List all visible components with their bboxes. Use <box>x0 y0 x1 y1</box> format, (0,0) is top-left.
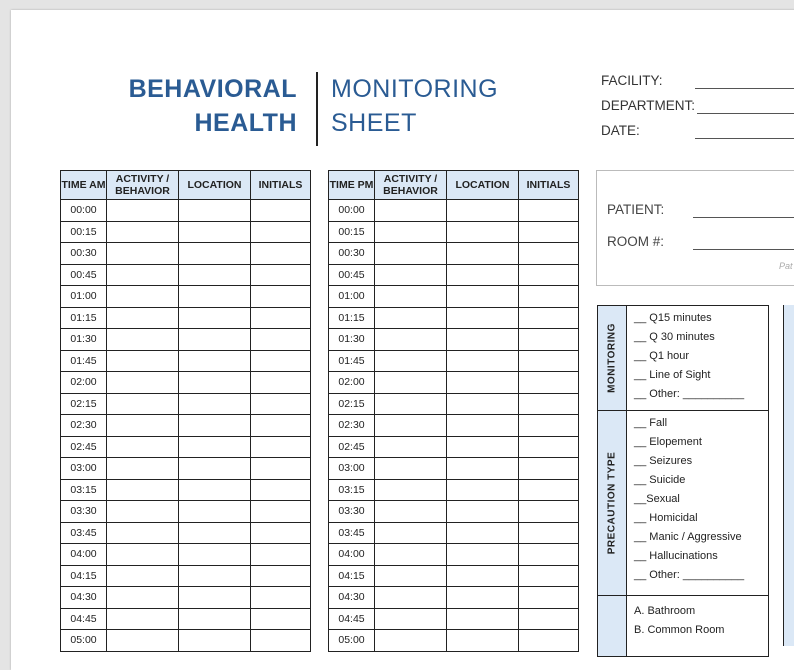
table-row <box>61 522 311 544</box>
date-label: DATE: <box>601 123 640 138</box>
initials-cell[interactable] <box>519 630 579 652</box>
activity-cell[interactable] <box>375 436 447 458</box>
initials-cell[interactable] <box>251 565 311 587</box>
initials-cell[interactable] <box>519 243 579 265</box>
time-cell: 00:00 <box>61 200 107 222</box>
initials-cell[interactable] <box>251 329 311 351</box>
activity-cell[interactable] <box>375 544 447 566</box>
activity-cell[interactable] <box>375 587 447 609</box>
activity-cell[interactable] <box>107 415 179 437</box>
initials-cell[interactable] <box>519 608 579 630</box>
title-behavioral-health <box>129 72 297 140</box>
table-row <box>61 350 311 372</box>
monitoring-option[interactable]: __ Other: __________ <box>634 388 745 400</box>
time-cell: 01:15 <box>61 307 107 329</box>
time-cell: 04:00 <box>61 544 107 566</box>
activity-cell[interactable] <box>375 565 447 587</box>
monitoring-option[interactable]: __ Q 30 minutes <box>634 331 715 343</box>
initials-cell[interactable] <box>519 479 579 501</box>
activity-cell[interactable] <box>107 587 179 609</box>
time-cell: 04:45 <box>329 608 375 630</box>
activity-cell[interactable] <box>375 608 447 630</box>
table-row <box>329 286 579 308</box>
time-cell: 01:45 <box>329 350 375 372</box>
title-monitoring-sheet <box>331 72 498 140</box>
time-cell: 00:30 <box>61 243 107 265</box>
table-row <box>329 565 579 587</box>
table-row <box>329 458 579 480</box>
initials-cell[interactable] <box>251 458 311 480</box>
precaution-option[interactable]: __ Elopement <box>634 436 702 448</box>
activity-cell[interactable] <box>375 221 447 243</box>
location-cell[interactable] <box>447 286 519 308</box>
initials-cell[interactable] <box>519 329 579 351</box>
title-line-4: SHEET <box>331 109 417 137</box>
activity-cell[interactable] <box>375 479 447 501</box>
table-row <box>61 630 311 652</box>
header-location: LOCATION <box>179 171 251 200</box>
initials-cell[interactable] <box>519 393 579 415</box>
table-row <box>61 501 311 523</box>
time-cell: 03:45 <box>329 522 375 544</box>
table-row <box>61 544 311 566</box>
header-location: LOCATION <box>447 171 519 200</box>
table-row <box>329 587 579 609</box>
time-cell: 01:30 <box>61 329 107 351</box>
time-cell: 03:15 <box>61 479 107 501</box>
initials-cell[interactable] <box>519 458 579 480</box>
time-cell: 05:00 <box>61 630 107 652</box>
location-cell[interactable] <box>179 544 251 566</box>
room-line[interactable] <box>693 249 794 250</box>
location-cell[interactable] <box>447 350 519 372</box>
activity-cell[interactable] <box>375 329 447 351</box>
initials-cell[interactable] <box>519 221 579 243</box>
activity-cell[interactable] <box>375 307 447 329</box>
table-row <box>329 630 579 652</box>
table-row <box>61 372 311 394</box>
initials-cell[interactable] <box>519 587 579 609</box>
table-row <box>61 243 311 265</box>
time-cell: 00:15 <box>329 221 375 243</box>
precaution-option[interactable]: __ Hallucinations <box>634 550 718 562</box>
title-divider <box>316 72 318 146</box>
table-row <box>61 264 311 286</box>
table-row <box>61 329 311 351</box>
precaution-label: PRECAUTION TYPE <box>606 451 618 555</box>
monitoring-option[interactable]: __ Q1 hour <box>634 350 690 362</box>
location-cell[interactable] <box>179 286 251 308</box>
location-code[interactable]: B. Common Room <box>634 624 725 636</box>
location-cell[interactable] <box>447 200 519 222</box>
location-cell[interactable] <box>447 522 519 544</box>
time-cell: 03:30 <box>61 501 107 523</box>
time-cell: 03:15 <box>329 479 375 501</box>
location-cell[interactable] <box>447 393 519 415</box>
department-label: DEPARTMENT: <box>601 98 696 113</box>
initials-cell[interactable] <box>519 522 579 544</box>
location-cell[interactable] <box>447 264 519 286</box>
location-code[interactable]: A. Bathroom <box>634 605 696 617</box>
activity-cell[interactable] <box>107 286 179 308</box>
time-cell: 03:30 <box>329 501 375 523</box>
initials-cell[interactable] <box>251 630 311 652</box>
location-cell[interactable] <box>179 458 251 480</box>
activity-cell[interactable] <box>107 221 179 243</box>
precaution-option[interactable]: __ Manic / Aggressive <box>634 531 742 543</box>
time-cell: 03:45 <box>61 522 107 544</box>
time-cell: 02:15 <box>61 393 107 415</box>
table-row <box>61 415 311 437</box>
location-cell[interactable] <box>179 200 251 222</box>
time-cell: 03:00 <box>61 458 107 480</box>
table-row <box>329 307 579 329</box>
table-row <box>61 436 311 458</box>
time-cell: 00:30 <box>329 243 375 265</box>
table-row <box>329 501 579 523</box>
initials-cell[interactable] <box>251 372 311 394</box>
location-cell[interactable] <box>179 221 251 243</box>
activity-cell[interactable] <box>375 286 447 308</box>
location-cell[interactable] <box>179 436 251 458</box>
activity-cell[interactable] <box>375 501 447 523</box>
table-row <box>61 200 311 222</box>
table-row <box>329 608 579 630</box>
activity-cell[interactable] <box>375 372 447 394</box>
time-cell: 00:00 <box>329 200 375 222</box>
location-codes-section <box>597 595 769 657</box>
precaution-option[interactable]: __ Seizures <box>634 455 693 467</box>
time-cell: 00:45 <box>61 264 107 286</box>
time-cell: 04:15 <box>61 565 107 587</box>
time-cell: 00:15 <box>61 221 107 243</box>
right-column-strip <box>783 305 794 646</box>
facility-label: FACILITY: <box>601 73 663 88</box>
location-cell[interactable] <box>447 415 519 437</box>
activity-cell[interactable] <box>107 264 179 286</box>
title-line-2: HEALTH <box>194 109 297 137</box>
initials-cell[interactable] <box>519 372 579 394</box>
table-row <box>61 479 311 501</box>
monitoring-label: MONITORING <box>606 323 618 393</box>
header-activity-behavior: ACTIVITY / BEHAVIOR <box>375 171 447 200</box>
activity-cell[interactable] <box>107 501 179 523</box>
initials-cell[interactable] <box>251 243 311 265</box>
location-cell[interactable] <box>179 522 251 544</box>
time-cell: 01:00 <box>329 286 375 308</box>
time-cell: 02:30 <box>61 415 107 437</box>
facility-line[interactable] <box>695 88 794 89</box>
location-cell[interactable] <box>447 565 519 587</box>
precaution-section <box>597 410 769 596</box>
activity-cell[interactable] <box>107 243 179 265</box>
activity-cell[interactable] <box>375 243 447 265</box>
precaution-option[interactable]: __ Homicidal <box>634 512 698 524</box>
time-cell: 04:45 <box>61 608 107 630</box>
time-cell: 05:00 <box>329 630 375 652</box>
location-cell[interactable] <box>447 501 519 523</box>
initials-cell[interactable] <box>251 587 311 609</box>
activity-cell[interactable] <box>107 479 179 501</box>
location-cell[interactable] <box>447 630 519 652</box>
location-cell[interactable] <box>179 565 251 587</box>
time-cell: 00:45 <box>329 264 375 286</box>
header-time-am: TIME AM <box>61 171 107 200</box>
table-row <box>329 221 579 243</box>
location-cell[interactable] <box>179 587 251 609</box>
initials-cell[interactable] <box>519 565 579 587</box>
time-cell: 01:00 <box>61 286 107 308</box>
activity-cell[interactable] <box>375 200 447 222</box>
location-cell[interactable] <box>179 329 251 351</box>
monitoring-option[interactable]: __ Q15 minutes <box>634 312 712 324</box>
table-row <box>329 372 579 394</box>
initials-cell[interactable] <box>251 264 311 286</box>
table-row <box>329 479 579 501</box>
monitoring-option[interactable]: __ Line of Sight <box>634 369 711 381</box>
pm-log-table <box>328 170 579 652</box>
activity-cell[interactable] <box>107 458 179 480</box>
location-cell[interactable] <box>179 479 251 501</box>
monitoring-section <box>597 305 769 411</box>
facility-field <box>601 73 695 88</box>
activity-cell[interactable] <box>107 630 179 652</box>
monitoring-options <box>634 311 744 406</box>
precaution-option[interactable]: __ Fall <box>634 417 668 429</box>
initials-cell[interactable] <box>519 200 579 222</box>
initials-cell[interactable] <box>251 501 311 523</box>
title-line-1: BEHAVIORAL <box>128 75 297 103</box>
location-codes-side <box>598 596 627 656</box>
precaution-option[interactable]: __ Suicide <box>634 474 686 486</box>
initials-cell[interactable] <box>519 307 579 329</box>
location-cell[interactable] <box>447 372 519 394</box>
patient-line[interactable] <box>693 217 794 218</box>
location-cell[interactable] <box>447 544 519 566</box>
activity-cell[interactable] <box>375 264 447 286</box>
time-cell: 02:30 <box>329 415 375 437</box>
table-row <box>61 286 311 308</box>
time-cell: 01:15 <box>329 307 375 329</box>
initials-cell[interactable] <box>519 286 579 308</box>
activity-cell[interactable] <box>107 565 179 587</box>
initials-cell[interactable] <box>251 479 311 501</box>
table-row <box>329 264 579 286</box>
initials-cell[interactable] <box>251 544 311 566</box>
time-cell: 04:00 <box>329 544 375 566</box>
precaution-option[interactable]: __ Other: __________ <box>634 569 745 581</box>
location-cell[interactable] <box>179 501 251 523</box>
department-line[interactable] <box>697 113 794 114</box>
time-cell: 02:00 <box>329 372 375 394</box>
initials-cell[interactable] <box>251 415 311 437</box>
time-cell: 02:00 <box>61 372 107 394</box>
patient-note: Pat <box>779 261 793 271</box>
precaution-options <box>634 416 744 587</box>
table-row <box>61 221 311 243</box>
initials-cell[interactable] <box>519 501 579 523</box>
location-cell[interactable] <box>447 479 519 501</box>
activity-cell[interactable] <box>107 522 179 544</box>
location-code-options <box>634 604 724 642</box>
activity-cell[interactable] <box>107 544 179 566</box>
activity-cell[interactable] <box>107 393 179 415</box>
location-cell[interactable] <box>179 630 251 652</box>
table-row <box>61 458 311 480</box>
initials-cell[interactable] <box>519 350 579 372</box>
precaution-option[interactable]: __Sexual <box>634 493 680 505</box>
time-cell: 02:45 <box>61 436 107 458</box>
table-row <box>61 608 311 630</box>
location-cell[interactable] <box>179 243 251 265</box>
initials-cell[interactable] <box>251 350 311 372</box>
location-cell[interactable] <box>179 393 251 415</box>
activity-cell[interactable] <box>107 350 179 372</box>
precaution-side-label <box>598 411 627 595</box>
location-cell[interactable] <box>447 307 519 329</box>
time-cell: 04:30 <box>61 587 107 609</box>
table-row <box>329 329 579 351</box>
initials-cell[interactable] <box>251 522 311 544</box>
title-line-3: MONITORING <box>331 75 499 103</box>
table-row <box>61 565 311 587</box>
initials-cell[interactable] <box>519 436 579 458</box>
header-activity-behavior: ACTIVITY / BEHAVIOR <box>107 171 179 200</box>
location-cell[interactable] <box>447 436 519 458</box>
activity-cell[interactable] <box>107 307 179 329</box>
activity-cell[interactable] <box>107 608 179 630</box>
table-row <box>61 393 311 415</box>
department-field <box>601 98 695 113</box>
time-cell: 01:30 <box>329 329 375 351</box>
initials-cell[interactable] <box>251 221 311 243</box>
activity-cell[interactable] <box>375 458 447 480</box>
time-cell: 02:15 <box>329 393 375 415</box>
activity-cell[interactable] <box>107 329 179 351</box>
initials-cell[interactable] <box>251 200 311 222</box>
location-cell[interactable] <box>447 587 519 609</box>
activity-cell[interactable] <box>375 393 447 415</box>
time-cell: 01:45 <box>61 350 107 372</box>
initials-cell[interactable] <box>519 544 579 566</box>
patient-label: PATIENT: <box>607 202 665 217</box>
date-field <box>601 123 695 138</box>
activity-cell[interactable] <box>107 200 179 222</box>
location-cell[interactable] <box>447 329 519 351</box>
activity-cell[interactable] <box>375 522 447 544</box>
table-row <box>329 544 579 566</box>
header-initials: INITIALS <box>519 171 579 200</box>
location-cell[interactable] <box>179 415 251 437</box>
time-cell: 04:15 <box>329 565 375 587</box>
time-cell: 02:45 <box>329 436 375 458</box>
location-cell[interactable] <box>179 372 251 394</box>
initials-cell[interactable] <box>519 415 579 437</box>
activity-cell[interactable] <box>375 630 447 652</box>
initials-cell[interactable] <box>251 393 311 415</box>
table-row <box>329 200 579 222</box>
initials-cell[interactable] <box>251 436 311 458</box>
table-row <box>61 307 311 329</box>
table-row <box>329 350 579 372</box>
room-label: ROOM #: <box>607 234 665 249</box>
location-cell[interactable] <box>447 608 519 630</box>
table-row <box>329 522 579 544</box>
activity-cell[interactable] <box>107 436 179 458</box>
header-initials: INITIALS <box>251 171 311 200</box>
table-row <box>329 415 579 437</box>
table-row <box>329 393 579 415</box>
location-cell[interactable] <box>179 307 251 329</box>
header-time-pm: TIME PM <box>329 171 375 200</box>
patient-info-box <box>596 170 794 286</box>
location-cell[interactable] <box>179 608 251 630</box>
date-line[interactable] <box>695 138 794 139</box>
activity-cell[interactable] <box>375 350 447 372</box>
initials-cell[interactable] <box>251 286 311 308</box>
location-cell[interactable] <box>179 264 251 286</box>
time-cell: 03:00 <box>329 458 375 480</box>
time-cell: 04:30 <box>329 587 375 609</box>
initials-cell[interactable] <box>519 264 579 286</box>
table-row <box>61 587 311 609</box>
table-row <box>329 436 579 458</box>
location-cell[interactable] <box>179 350 251 372</box>
monitoring-side-label <box>598 306 627 410</box>
activity-cell[interactable] <box>375 415 447 437</box>
initials-cell[interactable] <box>251 608 311 630</box>
am-log-table <box>60 170 311 652</box>
table-row <box>329 243 579 265</box>
activity-cell[interactable] <box>107 372 179 394</box>
location-cell[interactable] <box>447 458 519 480</box>
location-cell[interactable] <box>447 243 519 265</box>
initials-cell[interactable] <box>251 307 311 329</box>
location-cell[interactable] <box>447 221 519 243</box>
